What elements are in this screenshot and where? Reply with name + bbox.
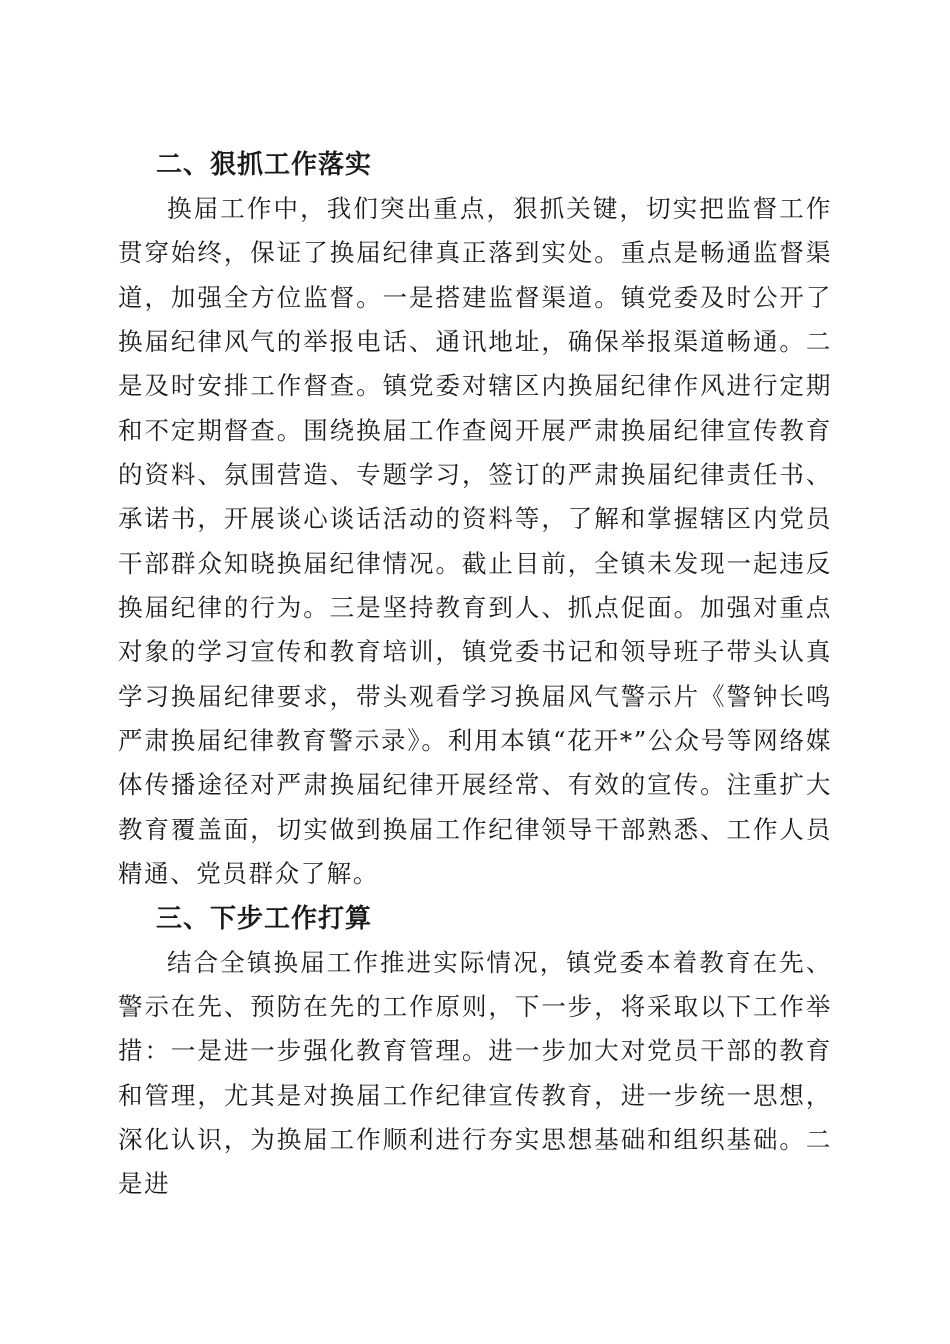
section-paragraph-3: 结合全镇换届工作推进实际情况，镇党委本着教育在先、警示在先、预防在先的工作原则，下一步，将采取以下工作举措：一是进一步强化教育管理。进一步加大对党员干部的教育和管理，尤其是对换届工作纪律宣传教育，进一步统一思想，深化认识，为换届工作顺利进行夯实思想基础和组织基础。二是进	[118, 947, 832, 1199]
section-paragraph-2: 换届工作中，我们突出重点，狠抓关键，切实把监督工作贯穿始终，保证了换届纪律真正落到实处。重点是畅通监督渠道，加强全方位监督。一是搭建监督渠道。镇党委及时公开了换届纪律风气的举报电话、通讯地址，确保举报渠道畅通。二是及时安排工作督查。镇党委对辖区内换届纪律作风进行定期和不定期督查。围绕换届工作查阅开展严肃换届纪律宣传教育的资料、氛围营造、专题学习，签订的严肃换届纪律责任书、承诺书，开展谈心谈话活动的资料等，了解和掌握辖区内党员干部群众知晓换届纪律情况。截止目前，全镇未发现一起违反换届纪律的行为。三是坚持教育到人、抓点促面。加强对重点对象的学习宣传和教育培训，镇党委书记和领导班子带头认真学习换届纪律要求，带头观看学习换届风气警示片《警钟长鸣严肃换届纪律教育警示录》。利用本镇“花开*”公众号等网络媒体传播途径对严肃换届纪律开展经常、有效的宣传。注重扩大教育覆盖面，切实做到换届工作纪律领导干部熟悉、工作人员精通、党员群众了解。	[118, 194, 832, 889]
section-heading-2: 二、狠抓工作落实	[156, 150, 373, 180]
section-heading-3: 三、下步工作打算	[156, 903, 373, 934]
document-body	[118, 143, 832, 1207]
